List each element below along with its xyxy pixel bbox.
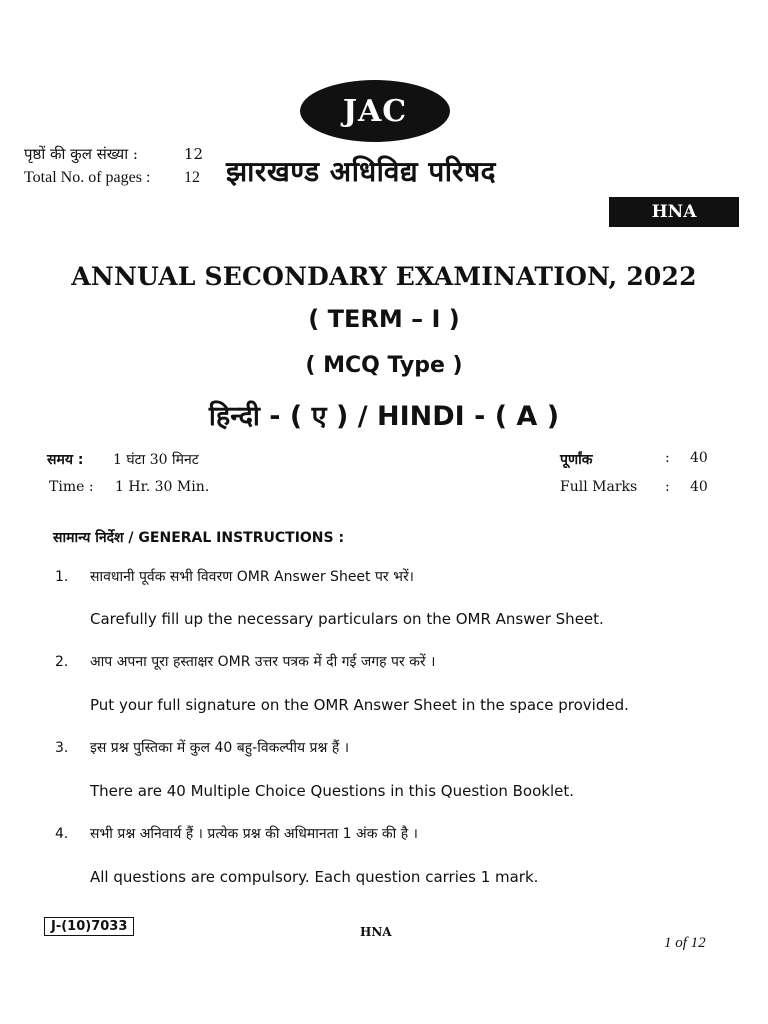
time-value-hindi: 1 घंटा 30 मिनट — [113, 452, 199, 468]
marks-label-hindi: पूर्णांक — [560, 452, 593, 468]
time-label-english: Time : — [49, 479, 94, 495]
total-pages-english-label: Total No. of pages : — [24, 169, 151, 186]
marks-colon-hindi: : — [665, 450, 670, 466]
instruction-1-number: 1. — [55, 569, 69, 585]
instruction-2-hindi: आप अपना पूरा हस्ताक्षर OMR उत्तर पत्रक में दी गई जगह पर करें । — [90, 654, 436, 670]
time-value-english: 1 Hr. 30 Min. — [115, 479, 210, 495]
marks-value-english: 40 — [690, 479, 708, 495]
footer-page-number: 1 of 12 — [664, 935, 706, 951]
total-pages-english-value: 12 — [184, 169, 200, 186]
instructions-heading: सामान्य निर्देश / GENERAL INSTRUCTIONS : — [53, 530, 345, 546]
total-pages-hindi-label: पृष्ठों की कुल संख्या : — [24, 145, 138, 163]
instruction-1-english: Carefully fill up the necessary particulars on the OMR Answer Sheet. — [90, 610, 604, 628]
instruction-4-number: 4. — [55, 826, 69, 842]
instruction-3-english: There are 40 Multiple Choice Questions in this Question Booklet. — [90, 782, 575, 800]
instruction-3-hindi: इस प्रश्न पुस्तिका में कुल 40 बहु-विकल्पीय प्रश्न हैं । — [90, 740, 350, 756]
footer-booklet-code: J-(10)7033 — [44, 917, 134, 936]
total-pages-hindi-value: 12 — [184, 145, 204, 163]
instruction-1-hindi: सावधानी पूर्वक सभी विवरण OMR Answer Sheet पर भरें। — [90, 569, 414, 585]
instruction-2-number: 2. — [55, 654, 69, 670]
instruction-3-number: 3. — [55, 740, 69, 756]
jac-logo: JAC — [300, 80, 450, 142]
instruction-4-hindi: सभी प्रश्न अनिवार्य हैं । प्रत्येक प्रश्न की अधिमानता 1 अंक की है । — [90, 826, 418, 842]
footer-paper-code: HNA — [360, 925, 392, 939]
total-pages-hindi — [24, 144, 203, 164]
instruction-4-english: All questions are compulsory. Each question carries 1 mark. — [90, 868, 539, 886]
marks-value-hindi: 40 — [690, 450, 708, 466]
time-label-hindi: समय : — [47, 452, 84, 468]
total-pages-english — [24, 169, 200, 187]
exam-title: ANNUAL SECONDARY EXAMINATION, 2022 — [71, 262, 697, 291]
board-name: झारखण्ड अधिविद्य परिषद — [226, 155, 497, 188]
paper-code-badge: HNA — [609, 197, 739, 227]
exam-term: ( TERM – I ) — [308, 305, 460, 333]
exam-type: ( MCQ Type ) — [305, 353, 463, 378]
exam-subject: हिन्दी - ( ए ) / HINDI - ( A ) — [208, 401, 560, 432]
marks-label-english: Full Marks — [560, 479, 638, 495]
instruction-2-english: Put your full signature on the OMR Answer Sheet in the space provided. — [90, 696, 629, 714]
marks-colon-english: : — [665, 479, 670, 495]
